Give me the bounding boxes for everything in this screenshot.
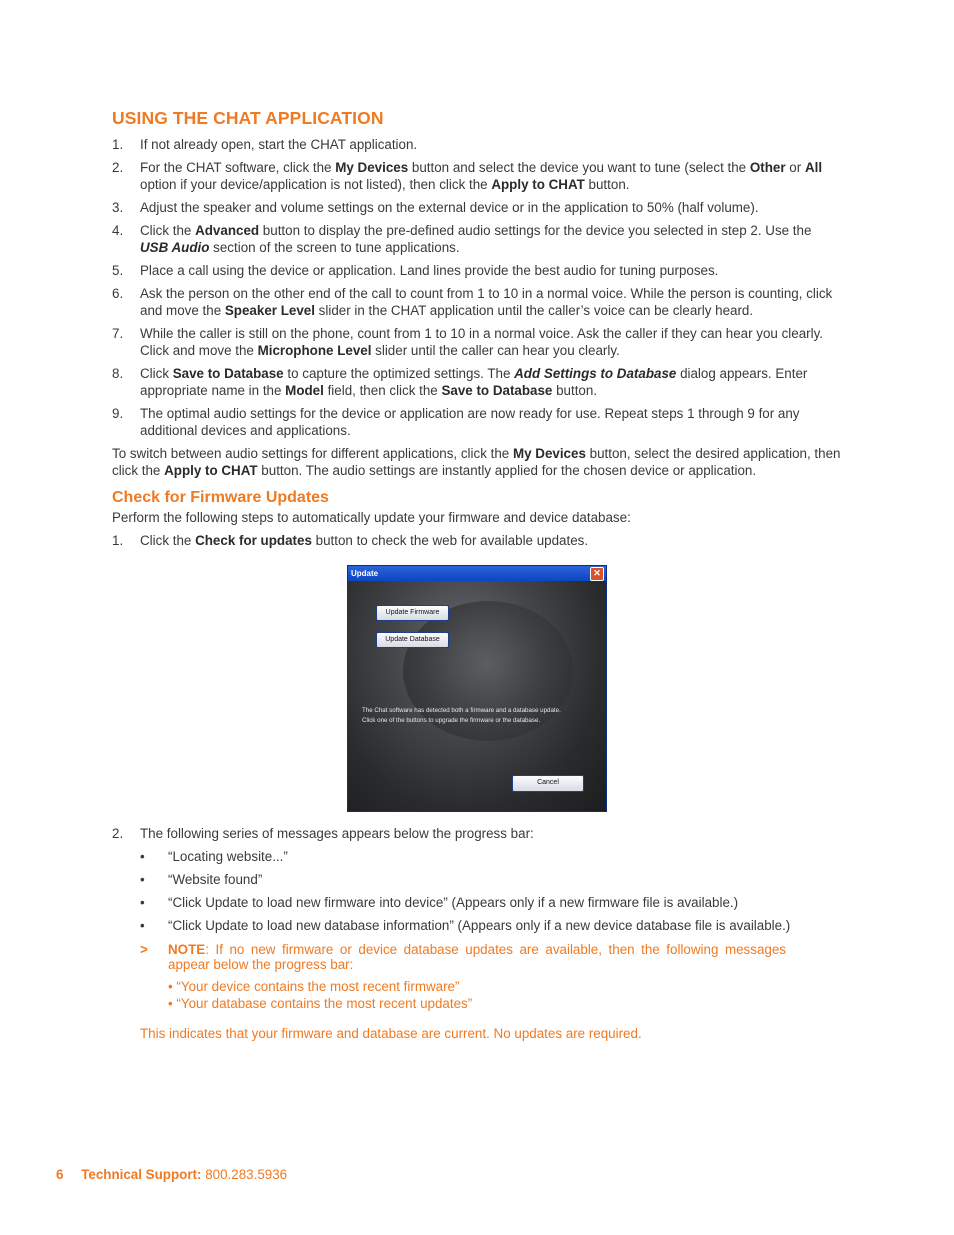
text-run: field, then click the (323, 383, 442, 398)
dialog-message-line: Click one of the buttons to upgrade the firmware or the database. (362, 717, 541, 724)
text-run: button. (584, 177, 630, 192)
bullet-icon: • (140, 895, 145, 910)
bold-term: Check for updates (195, 533, 312, 548)
text-run: to capture the optimized settings. The (283, 366, 515, 381)
chat-step (112, 325, 842, 359)
chat-step (112, 222, 842, 256)
note-item: • “Your database contains the most recent updates” (168, 996, 473, 1011)
update-database-button[interactable]: Update Database (376, 632, 449, 648)
support-phone: 800.283.5936 (205, 1167, 288, 1182)
chat-step (112, 285, 842, 319)
text-run: button to display the pre-defined audio settings for the device you selected in step 2. Use the (259, 223, 812, 238)
step-number: 9. (112, 406, 124, 421)
text-run: The optimal audio settings for the device or application are now ready for use. Repeat steps 1 through 9 for any additional devices and applications. (140, 406, 800, 438)
bold-term: Speaker Level (224, 303, 315, 318)
text-run: section of the screen to tune applications. (209, 240, 460, 255)
bullet-icon: • (140, 872, 145, 887)
bold-term: Microphone Level (257, 343, 372, 358)
bullet-icon: • (140, 918, 145, 933)
bold-term: Model (285, 383, 324, 398)
message-item (140, 848, 842, 865)
text-run: button, select the desired application, then click the (112, 446, 841, 478)
chat-steps-list (112, 136, 842, 439)
bold-term: Apply to CHAT (164, 463, 258, 478)
step-text (140, 366, 807, 398)
note-item: • “Your device contains the most recent firmware” (168, 979, 460, 994)
text-run: button to check the web for available updates. (311, 533, 589, 548)
switch-paragraph (112, 445, 842, 479)
bold-term: Save to Database (441, 383, 553, 398)
text-run: option if your device/application is not listed), then click the (140, 177, 492, 192)
close-icon[interactable]: ✕ (590, 567, 604, 581)
bold-italic-term: Add Settings to Database (514, 366, 677, 381)
dialog-body (348, 581, 606, 811)
text-run: button. (552, 383, 598, 398)
bold-term: Apply to CHAT (491, 177, 585, 192)
bold-term: Other (749, 160, 786, 175)
text-run: dialog appears. Enter appropriate name in the (140, 366, 808, 398)
dialog-message-line: The Chat software has detected both a firmware and a database update. (362, 707, 561, 714)
step-text: The following series of messages appears below the progress bar: (140, 826, 534, 841)
dialog-titlebar (348, 566, 606, 581)
text-run: Click the (140, 533, 196, 548)
firmware-steps-2 (112, 825, 842, 842)
chat-step (112, 136, 842, 153)
step-text (140, 286, 832, 318)
page-footer (56, 1167, 287, 1182)
text-run: For the CHAT software, click the (140, 160, 336, 175)
message-text: “Locating website...” (168, 849, 288, 864)
bold-italic-term: USB Audio (140, 240, 210, 255)
chat-step (112, 262, 842, 279)
section-title: USING THE CHAT APPLICATION (112, 108, 384, 128)
text-run: button and select the device you want to tune (select the (408, 160, 750, 175)
cancel-button[interactable]: Cancel (512, 775, 584, 792)
bullet-icon: • (140, 849, 145, 864)
chat-step (112, 159, 842, 193)
step-text (140, 263, 718, 278)
firmware-step-1 (112, 532, 842, 549)
step-number: 4. (112, 223, 124, 238)
step-text (140, 406, 800, 438)
step-number: 1. (112, 533, 124, 548)
text-run: To switch between audio settings for different applications, click the (112, 446, 513, 461)
text-run: Place a call using the device or application. Land lines provide the best audio for tuning purposes. (140, 263, 719, 278)
bold-term: My Devices (335, 160, 409, 175)
firmware-intro: Perform the following steps to automatically update your firmware and device database: (112, 510, 631, 525)
step-number: 1. (112, 137, 124, 152)
firmware-title: Check for Firmware Updates (112, 489, 329, 506)
bold-term: My Devices (512, 446, 586, 461)
text-run: Click (140, 366, 173, 381)
update-dialog-screenshot (347, 565, 607, 812)
message-text: “Website found” (168, 872, 263, 887)
text-run: While the caller is still on the phone, count from 1 to 10 in a normal voice. Ask the caller if they can hear you clearly. Click and move the (140, 326, 824, 358)
text-run: slider in the CHAT application until the caller’s voice can be clearly heard. (314, 303, 754, 318)
step-text (140, 200, 759, 215)
note-text: : If no new firmware or device database updates are available, then the following messages appear below the progress bar: (168, 942, 786, 972)
note-label: NOTE (168, 942, 206, 957)
note-footer: This indicates that your firmware and database are current. No updates are required. (140, 1026, 642, 1041)
message-item (140, 894, 842, 911)
step-text (140, 223, 811, 255)
chat-step (112, 405, 842, 439)
step-text (140, 160, 822, 192)
text-run: slider until the caller can hear you clearly. (371, 343, 620, 358)
page-content (112, 108, 842, 1041)
text-run: If not already open, start the CHAT application. (140, 137, 418, 152)
note-arrow-icon: > (140, 942, 148, 957)
step-number: 2. (112, 826, 124, 841)
message-item (140, 871, 842, 888)
step-text (140, 533, 588, 548)
step-number: 8. (112, 366, 124, 381)
note-block (112, 942, 786, 972)
chat-step (112, 199, 842, 216)
bold-term: Save to Database (172, 366, 284, 381)
dialog-title: Update (351, 569, 379, 578)
message-text: “Click Update to load new firmware into device” (Appears only if a new firmware file is available.) (168, 895, 739, 910)
text-run: button. The audio settings are instantly applied for the chosen device or application. (257, 463, 757, 478)
text-run: or (785, 160, 805, 175)
step-number: 6. (112, 286, 124, 301)
firmware-steps-1 (112, 532, 842, 549)
dialog-message (362, 706, 602, 726)
text-run: Click the (140, 223, 196, 238)
message-list (112, 848, 842, 934)
step-number: 7. (112, 326, 124, 341)
message-text: “Click Update to load new database information” (Appears only if a new device database file is available.) (168, 918, 791, 933)
bold-term: Advanced (195, 223, 260, 238)
step-text (140, 137, 417, 152)
step-number: 2. (112, 160, 124, 175)
bold-term: All (804, 160, 823, 175)
page-number: 6 (56, 1167, 64, 1182)
step-number: 5. (112, 263, 124, 278)
note-list (112, 978, 842, 1012)
step-number: 3. (112, 200, 124, 215)
text-run: Adjust the speaker and volume settings on the external device or in the application to 50% (half volume). (140, 200, 759, 215)
step-text (140, 326, 823, 358)
chat-step (112, 365, 842, 399)
update-firmware-button[interactable]: Update Firmware (376, 605, 449, 621)
support-label: Technical Support: (81, 1167, 202, 1182)
text-run: Ask the person on the other end of the call to count from 1 to 10 in a normal voice. While the person is counting, click and move the (140, 286, 833, 318)
update-dialog (347, 565, 607, 812)
message-item (140, 917, 842, 934)
firmware-step-2 (112, 825, 842, 842)
